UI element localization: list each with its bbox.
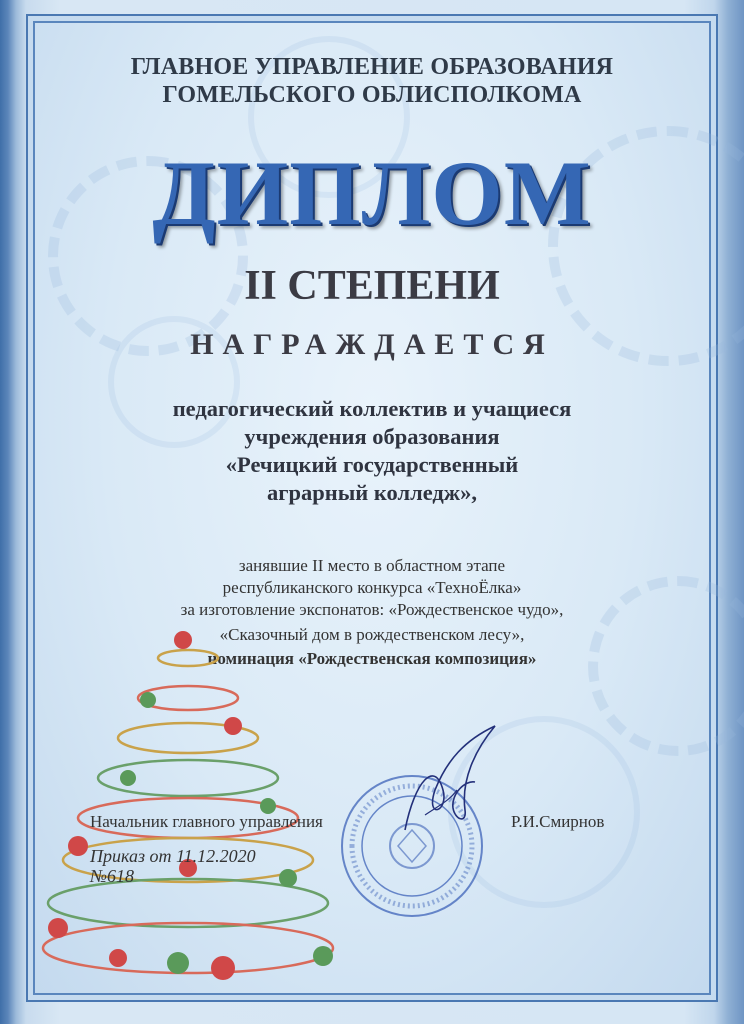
recipient-line: учреждения образования <box>244 424 500 449</box>
header-line-1: ГЛАВНОЕ УПРАВЛЕНИЕ ОБРАЗОВАНИЯ <box>130 54 614 80</box>
signer-position: Начальник главного управления <box>90 812 323 831</box>
reason-line: занявшие II место в областном этапе <box>238 556 506 575</box>
order-reference <box>90 846 256 886</box>
order-number: №618 <box>90 866 134 886</box>
order-date: Приказ от 11.12.2020 <box>90 846 256 866</box>
awarded-label: НАГРАЖДАЕТСЯ <box>190 328 554 361</box>
diploma-title: ДИПЛОМ <box>152 142 592 244</box>
christmas-tree-illustration <box>38 628 348 988</box>
recipient-line: аграрный колледж», <box>267 480 477 505</box>
recipient-line: «Речицкий государственный <box>225 452 519 477</box>
header-line-2: ГОМЕЛЬСКОГО ОБЛИСПОЛКОМА <box>162 82 582 108</box>
nomination-line: номинация «Рождественская композиция» <box>207 649 537 668</box>
reason-line: «Сказочный дом в рождественском лесу», <box>219 625 525 644</box>
signer-name: Р.И.Смирнов <box>511 812 605 831</box>
reason-line: за изготовление экспонатов: «Рождественское чудо», <box>180 600 564 619</box>
recipient-line: педагогический коллектив и учащиеся <box>172 396 572 421</box>
degree-label: II СТЕПЕНИ <box>244 263 500 309</box>
reason-line: республиканского конкурса «ТехноЁлка» <box>222 578 522 597</box>
handwritten-signature <box>395 720 505 840</box>
